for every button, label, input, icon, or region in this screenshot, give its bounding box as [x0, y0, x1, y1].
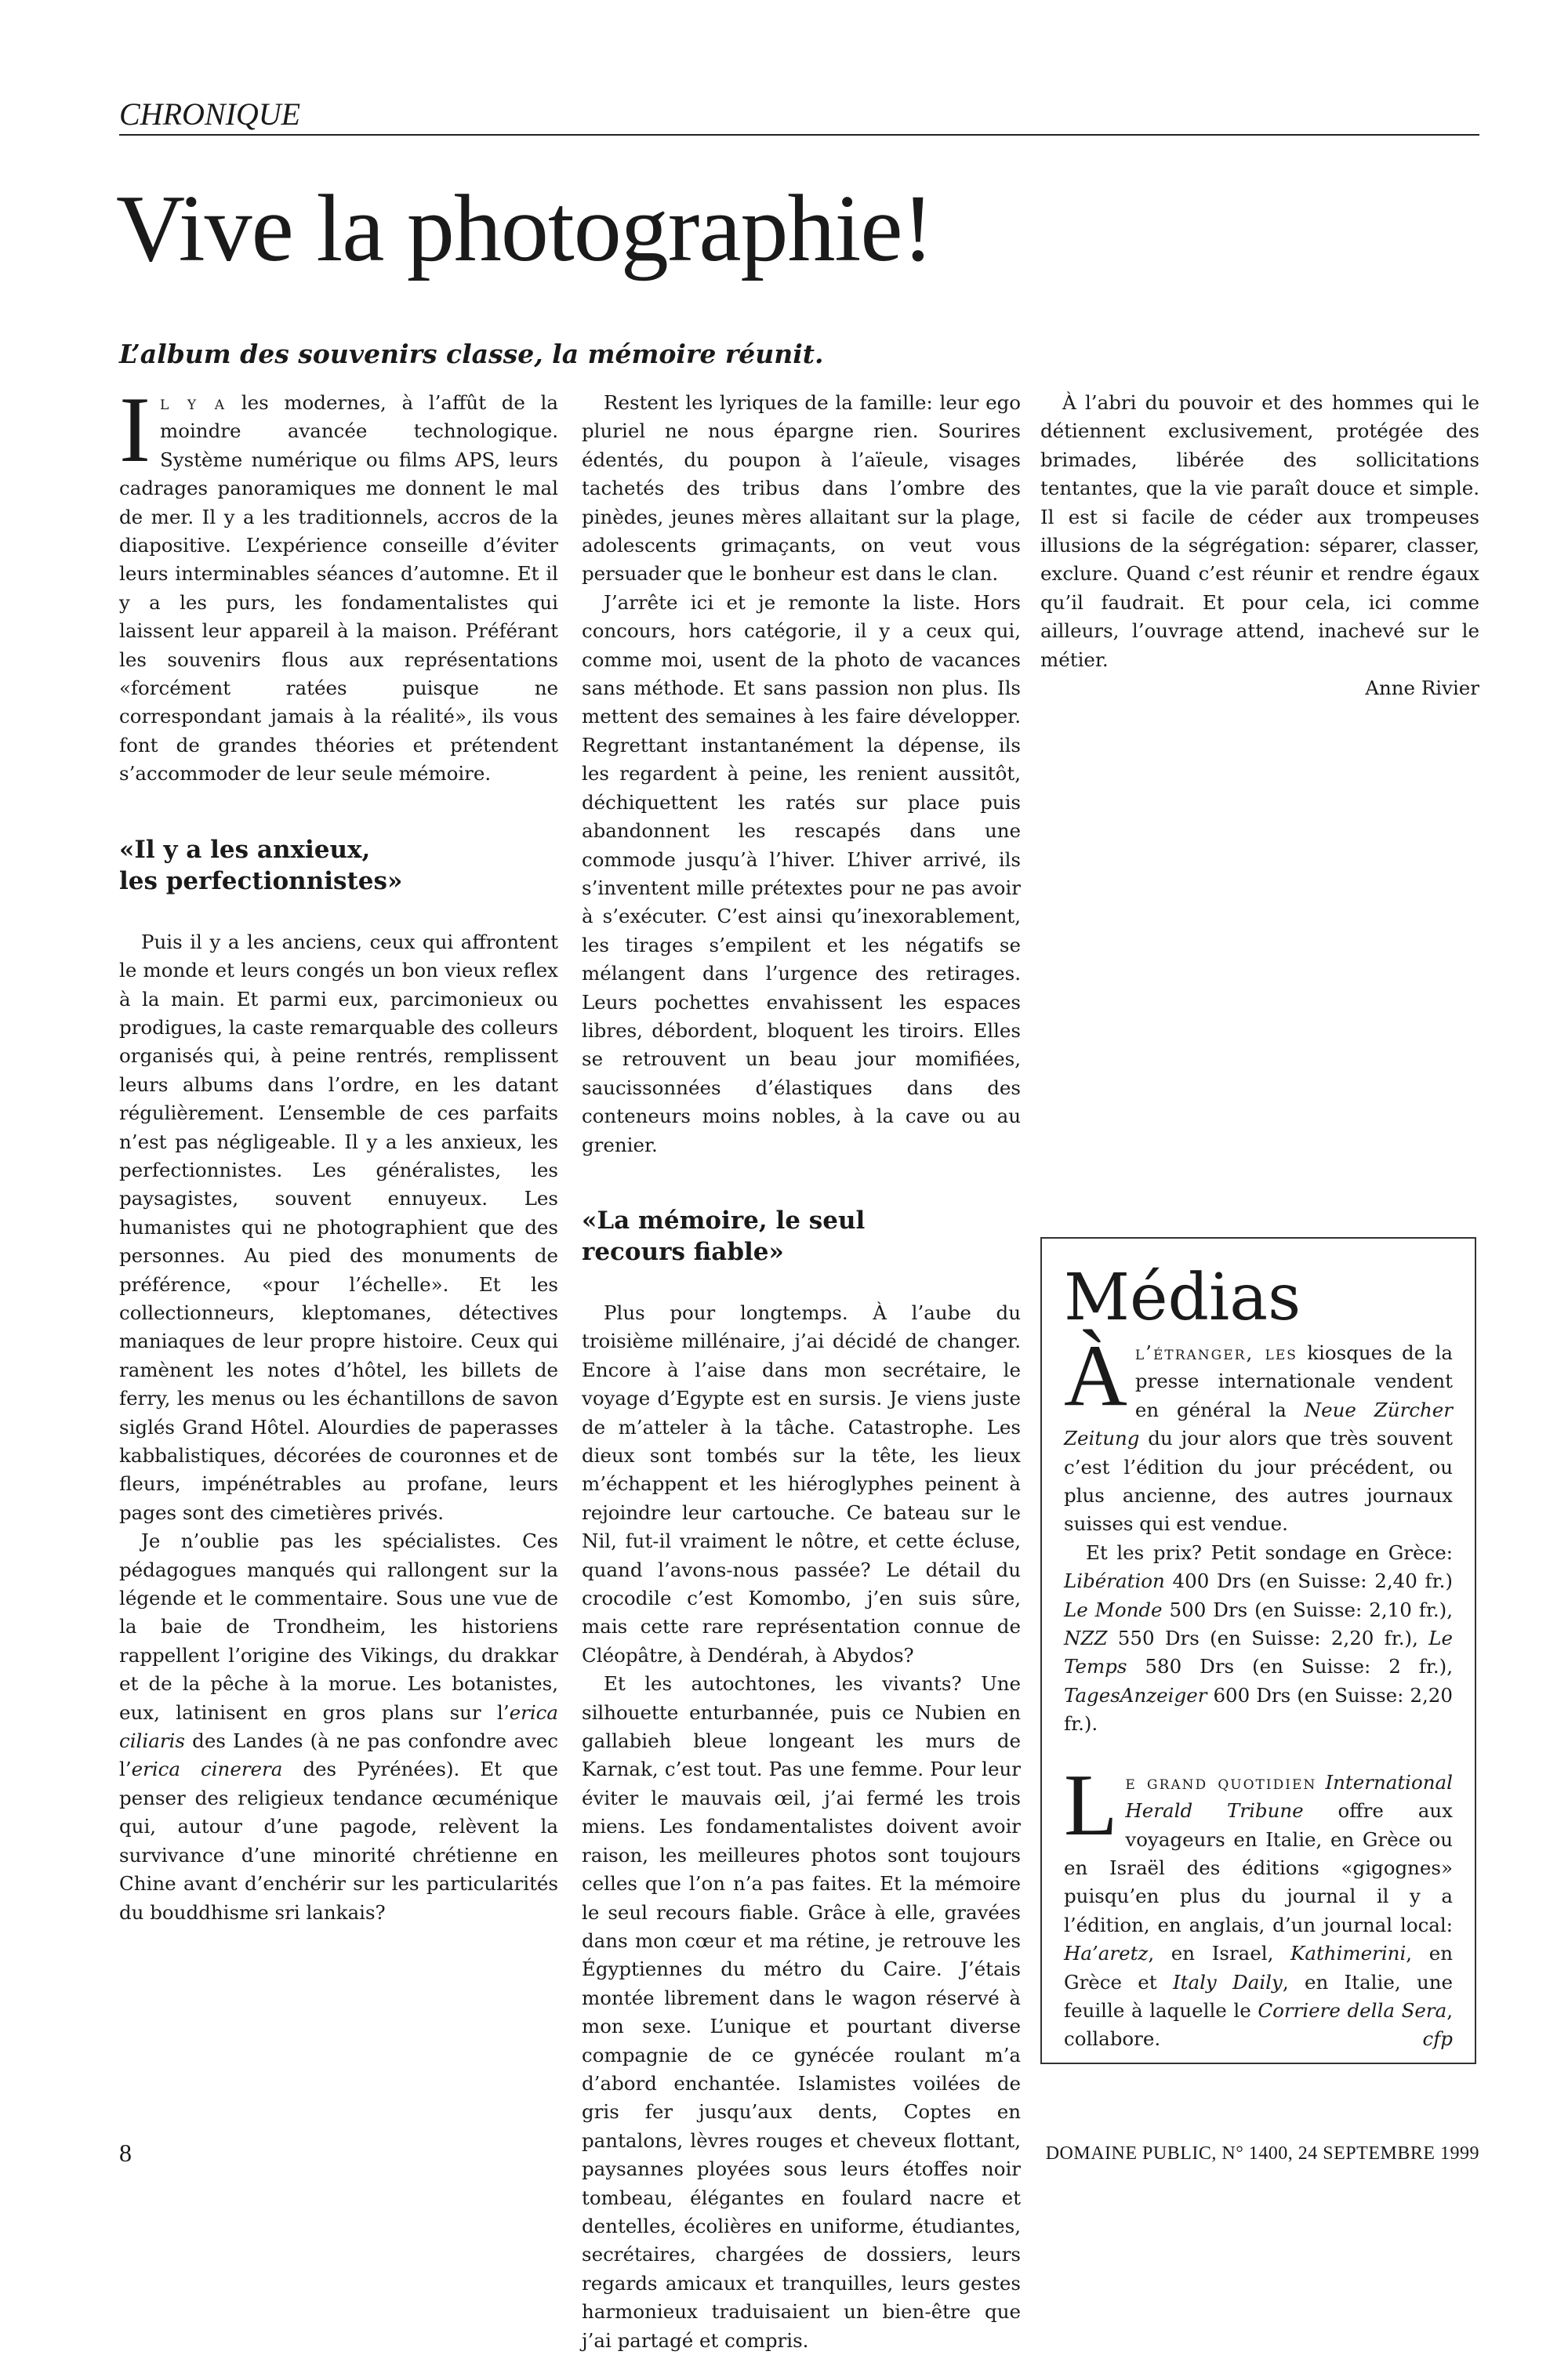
subhead-line: les perfectionnistes» — [119, 866, 403, 895]
author-signature: Anne Rivier — [1365, 677, 1479, 700]
subhead-line: «La mémoire, le seul — [582, 1206, 866, 1235]
drop-cap: L — [1064, 1756, 1118, 1854]
paragraph-text: du jour alors que très souvent c’est l’édition du jour précédent, ou plus ancienne, des autres journaux suisses qui est vendue. — [1064, 1427, 1453, 1536]
spacer — [1064, 1739, 1453, 1769]
paragraph-text: 580 Drs (en Suisse: 2 fr.), — [1127, 1655, 1453, 1678]
publication-footer: DOMAINE PUBLIC, N° 1400, 24 SEPTEMBRE 1999 — [1045, 2143, 1479, 2164]
newspaper-name: Ha’aretz — [1064, 1942, 1149, 1965]
section-label: CHRONIQUE — [119, 96, 1479, 136]
newspaper-name: NZZ — [1064, 1627, 1108, 1650]
medias-signature: cfp — [1422, 2027, 1453, 2051]
subhead-line: «Il y a les anxieux, — [119, 835, 371, 864]
paragraph-text: les modernes, à l’affût de la moindre avancée technologique. Système numérique ou films APS, leurs cadrages panoramiques me donnent le mal de mer. Il y a les traditionnels, accros de la diapositive. L’expérience conseille d’éviter leurs interminables séances d’automne. Et il y a les purs, les fondamentalistes qui laissent leur appareil à la maison. Préférant les souvenirs flous aux représentations «forcément ratées puisque ne correspondant jamais à la réalité», ils vous font de grandes théories et prétendent s’accommoder de leur seule mémoire. — [119, 391, 558, 786]
latin-name: erica ciliaris — [119, 1700, 558, 1753]
drop-cap: I — [119, 377, 151, 481]
medias-paragraph-1 — [1064, 1327, 1453, 1539]
article-paragraph-3 — [119, 1527, 558, 1927]
article-paragraph-5: J’arrête ici et je remonte la liste. Hors concours, hors catégorie, il y a ceux qui, comme moi, usent de la photo de vacances sans méthode. Et sans passion non plus. Ils mettent des semaines à les faire développer. Regrettant instantanément la dépense, ils les regardent à peine, les renient aussitôt, déchiquettent les ratés sur place puis abandonnent les rescapés dans une commode jusqu’à l’hiver. L’hiver arrivé, ils s’inventent mille prétextes pour ne pas avoir à s’exécuter. C’est ainsi qu’inexorablement, les tirages s’empilent et les négatifs se mélangent dans l’urgence des retirages. Leurs pochettes envahissent les espaces libres, débordent, bloquent les tiroirs. Elles se retrouvent un beau jour momifiées, saucissonnées d’élastiques dans des conteneurs moins nobles, à la cave ou au grenier. — [582, 590, 1021, 1156]
newspaper-name: Le Temps — [1064, 1627, 1453, 1678]
subhead-line: recours fiable» — [582, 1237, 784, 1266]
drop-cap: À — [1064, 1327, 1127, 1424]
paragraph-text: 500 Drs (en Suisse: 2,10 fr.), — [1162, 1598, 1453, 1621]
page-number: 8 — [119, 2139, 132, 2167]
headline: Vive la photographie! — [116, 176, 934, 281]
paragraph-text: offre aux voyageurs en Italie, en Grèce ou en Israël des éditions «gigognes» puisqu’en plus du journal il y a l’édition, en anglais, d’un journal local: — [1064, 1799, 1453, 1936]
paragraph-text: , collabore. — [1064, 1998, 1453, 2051]
newspaper-name: TagesAnzeiger — [1064, 1683, 1207, 1707]
newspaper-name: International Herald Tribune — [1125, 1770, 1453, 1823]
paragraph-text: , en Italie, une feuille à laquelle le — [1064, 1970, 1453, 2022]
article-paragraph-6: Plus pour longtemps. À l’aube du troisième millénaire, j’ai décidé de changer. Encore à l’aise dans mon secrétaire, le voyage d’Egypte est en sursis. Je viens juste de m’atteler à la tâche. Catastrophe. Les dieux sont tombés sur la tête, les lieux m’échappent et les hiéroglyphes peinent à rejoindre leur cartouche. Ce bateau sur le Nil, fut-il vraiment le nôtre, et cette écluse, quand l’avons-nous passée? Le détail du crocodile c’est Komombo, j’en suis sûre, mais cette rare représentation connue de Cléopâtre, à Dendérah, à Abydos? — [582, 1301, 1021, 1667]
article-paragraph-4: Restent les lyriques de la famille: leur ego pluriel ne nous épargne rien. Sourires édentés, du poupon à l’aïeule, visages tachetés des tribus dans l’ombre des pinèdes, jeunes mères allaitant sur la plage, adolescents grimaçants, on veut vous persuader que le bonheur est dans le clan. — [582, 391, 1021, 586]
lead-smallcaps: l y a — [159, 391, 227, 414]
paragraph-text: Et les prix? Petit sondage en Grèce: — [1086, 1540, 1453, 1564]
newspaper-name: Le Monde — [1064, 1598, 1163, 1621]
article-paragraph-7: Et les autochtones, les vivants? Une silhouette enturbannée, puis ce Nubien en gallabieh bleue longeant les murs de Karnak, c’est tout. Pas une femme. Pour leur éviter le mauvais œil, j’ai fermé les trois miens. Les fondamentalistes doivent avoir raison, les meilleures photos sont toujours celles que l’on n’a pas faites. Et la mémoire le seul recours fiable. Grâce à elle, gravées dans mon cœur et ma rétine, je retrouve les Égyptiennes du métro du Caire. J’étais montée librement dans le wagon réservé à mon sexe. L’unique et pourtant diverse compagnie de ce gynécée roulant m’a d’abord enchantée. Islamistes voilées de gris fer jusqu’aux dents, Coptes en pantalons, lèvres rouges et cheveux flottant, paysannes ployées sous leurs étoffes noir tombeau, élégantes en foulard nacre et dentelles, écolières en uniforme, étudiantes, secrétaires, chargées de dossiers, leurs regards amicaux et tranquilles, leurs gestes harmonieux traduisaient un bien-être que j’ai partagé et compris. — [582, 1672, 1021, 2352]
article-column-1 — [119, 377, 558, 1927]
paragraph-text: , en Grèce et — [1064, 1942, 1454, 1994]
newspaper-name: Kathimerini — [1290, 1942, 1406, 1965]
subhead-memoire — [582, 1205, 1021, 1268]
newspaper-name: Neue Zürcher Zeitung — [1064, 1398, 1453, 1450]
paragraph-text: des Landes (à ne pas confondre avec l’ — [119, 1729, 558, 1781]
paragraph-text: kiosques de la presse internationale vendent en général la — [1134, 1341, 1453, 1421]
paragraph-text: , en Israel, — [1148, 1942, 1291, 1965]
medias-paragraph-2 — [1064, 1539, 1453, 1739]
article-column-3 — [1040, 389, 1479, 702]
medias-paragraph-3 — [1064, 1756, 1454, 2054]
article-paragraph-8: À l’abri du pouvoir et des hommes qui le détiennent exclusivement, protégée des brimades, libérée des sollicitations tentantes, que la vie paraît douce et simple. Il est si facile de céder aux trompeuses illusions de la ségrégation: séparer, classer, exclure. Quand c’est réunir et rendre égaux qu’il faudrait. Et pour cela, ici comme ailleurs, l’ouvrage attend, inachevé sur le métier. — [1040, 391, 1479, 671]
newspaper-name: Corriere della Sera — [1258, 1998, 1447, 2022]
newspaper-name: Libération — [1064, 1569, 1165, 1593]
paragraph-text: 550 Drs (en Suisse: 2,20 fr.), — [1107, 1627, 1429, 1650]
lead-smallcaps: e grand quotidien — [1125, 1770, 1317, 1794]
paragraph-text: 600 Drs (en Suisse: 2,20 fr.). — [1064, 1683, 1453, 1736]
paragraph-text: Je n’oublie pas les spécialistes. Ces pédagogues manqués qui rallongent sur la légende et le commentaire. Sous une vue de la baie de Trondheim, les historiens rappellent l’origine des Vikings, du drakkar et de la pêche à la morue. Les botanistes, eux, latinisent en gros plans sur l’ — [119, 1529, 558, 1724]
deck: L’album des souvenirs classe, la mémoire réunit. — [119, 339, 824, 369]
medias-box — [1040, 1237, 1476, 2064]
newspaper-name: Italy Daily — [1172, 1970, 1283, 1994]
article-paragraph-2: Puis il y a les anciens, ceux qui affrontent le monde et leurs congés un bon vieux reflex à la main. Et parmi eux, parcimonieux ou prodigues, la caste remarquable des colleurs organisés qui, à peine rentrés, remplissent leurs albums dans l’ordre, en les datant régulièrement. L’ensemble de ces parfaits n’est pas négligeable. Il y a les anxieux, les perfectionnistes. Les généralistes, les paysagistes, souvent ennuyeux. Les humanistes qui ne photographient que des personnes. Au pied des monuments de préférence, «pour l’échelle». Et les collectionneurs, kleptomanes, détectives maniaques de leur propre histoire. Ceux qui ramènent les notes d’hôtel, les billets de ferry, les menus ou les échantillons de savon siglés Grand Hôtel. Alourdies de paperasses kabbalistiques, décorées de couronnes et de fleurs, impénétrables au profane, leurs pages sont des cimetières privés. — [119, 930, 558, 1524]
article-column-2 — [582, 389, 1021, 2355]
paragraph-text: des Pyrénées). Et que penser des religieux tendance œcuménique qui, autour d’une pagode, relèvent la survivance d’une minorité chrétienne en Chine avant d’enchérir sur les particularités du bouddhisme sri lankais? — [119, 1758, 558, 1924]
medias-title: Médias — [1064, 1261, 1301, 1335]
subhead-anxieux — [119, 834, 558, 897]
paragraph-text: 400 Drs (en Suisse: 2,40 fr.) — [1164, 1569, 1453, 1593]
latin-name: erica cinerera — [131, 1758, 283, 1781]
article-paragraph-1 — [119, 377, 558, 789]
lead-smallcaps: l’étranger, les — [1134, 1341, 1298, 1364]
